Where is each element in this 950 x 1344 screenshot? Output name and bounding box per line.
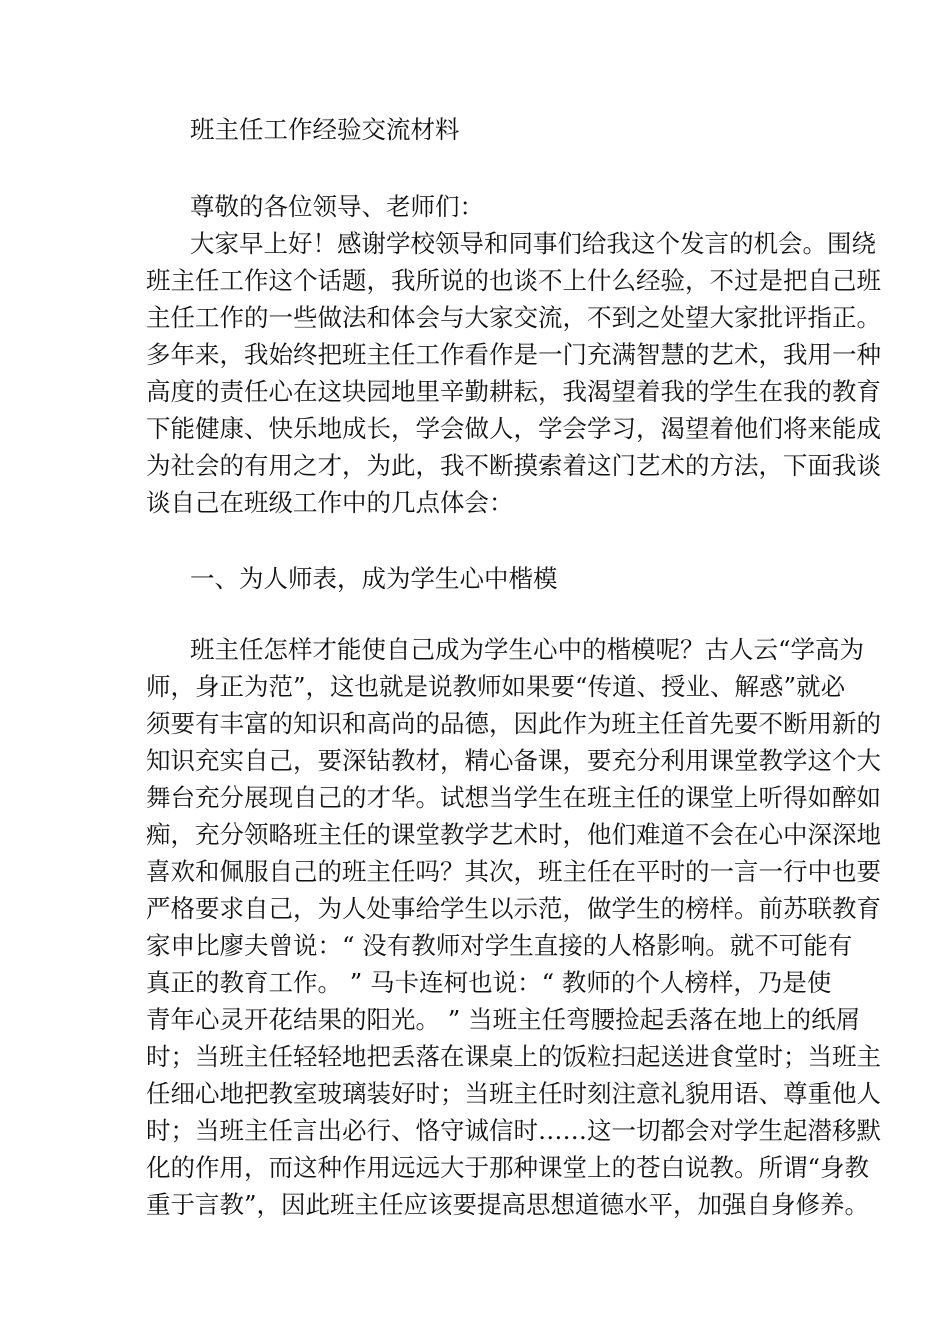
salutation: 尊敬的各位领导、老师们： [190, 192, 484, 221]
paragraph-line: 师，身正为范”，这也就是说教师如果要“传道、授业、解惑”就必 [146, 672, 846, 701]
paragraph-line: 高度的责任心在这块园地里辛勤耕耘，我渴望着我的学生在我的教育 [146, 377, 881, 406]
paragraph-line: 家申比廖夫曾说：“ 没有教师对学生直接的人格影响。就不可能有 [146, 931, 853, 960]
paragraph-line: 化的作用，而这种作用远远大于那种课堂上的苍白说教。所谓“身教 [146, 1153, 870, 1182]
paragraph-line: 班主任怎样才能使自己成为学生心中的楷模呢？古人云“学高为 [190, 635, 865, 664]
paragraph-line: 为社会的有用之才，为此，我不断摸索着这门艺术的方法，下面我谈 [146, 451, 881, 480]
paragraph-line: 时；当班主任言出必行、恪守诚信时……这一切都会对学生起潜移默 [146, 1116, 881, 1145]
paragraph-line: 多年来，我始终把班主任工作看作是一门充满智慧的艺术，我用一种 [146, 340, 881, 369]
paragraph-line: 严格要求自己，为人处事给学生以示范，做学生的榜样。前苏联教育 [146, 894, 881, 923]
paragraph-line: 大家早上好！感谢学校领导和同事们给我这个发言的机会。围绕 [190, 229, 876, 258]
paragraph-line: 知识充实自己，要深钻教材，精心备课，要充分利用课堂教学这个大 [146, 746, 881, 775]
paragraph-line: 舞台充分展现自己的才华。试想当学生在班主任的课堂上听得如醉如 [146, 783, 881, 812]
paragraph-line: 时；当班主任轻轻地把丢落在课桌上的饭粒扫起送进食堂时；当班主 [146, 1042, 881, 1071]
paragraph-line: 下能健康、快乐地成长，学会做人，学会学习，渴望着他们将来能成 [146, 414, 881, 443]
paragraph-line: 班主任工作这个话题，我所说的也谈不上什么经验，不过是把自己班 [146, 266, 881, 295]
paragraph-line: 青年心灵开花结果的阳光。 ” 当班主任弯腰捡起丢落在地上的纸屑 [146, 1005, 861, 1034]
paragraph-line: 痴，充分领略班主任的课堂教学艺术时，他们难道不会在心中深深地 [146, 820, 881, 849]
paragraph-line: 主任工作的一些做法和体会与大家交流，不到之处望大家批评指正。 [146, 303, 881, 332]
section-heading: 一、为人师表，成为学生心中楷模 [190, 564, 558, 593]
paragraph-line: 谈自己在班级工作中的几点体会： [146, 488, 514, 517]
paragraph-line: 真正的教育工作。 ” 马卡连柯也说：“ 教师的个人榜样，乃是使 [146, 968, 832, 997]
paragraph-line: 须要有丰富的知识和高尚的品德，因此作为班主任首先要不断用新的 [146, 709, 881, 738]
document-title: 班主任工作经验交流材料 [190, 115, 460, 144]
paragraph-line: 喜欢和佩服自己的班主任吗？其次，班主任在平时的一言一行中也要 [146, 857, 881, 886]
paragraph-line: 任细心地把教室玻璃装好时；当班主任时刻注意礼貌用语、尊重他人 [146, 1079, 881, 1108]
paragraph-line: 重于言教”，因此班主任应该要提高思想道德水平，加强自身修养。 [146, 1190, 870, 1219]
